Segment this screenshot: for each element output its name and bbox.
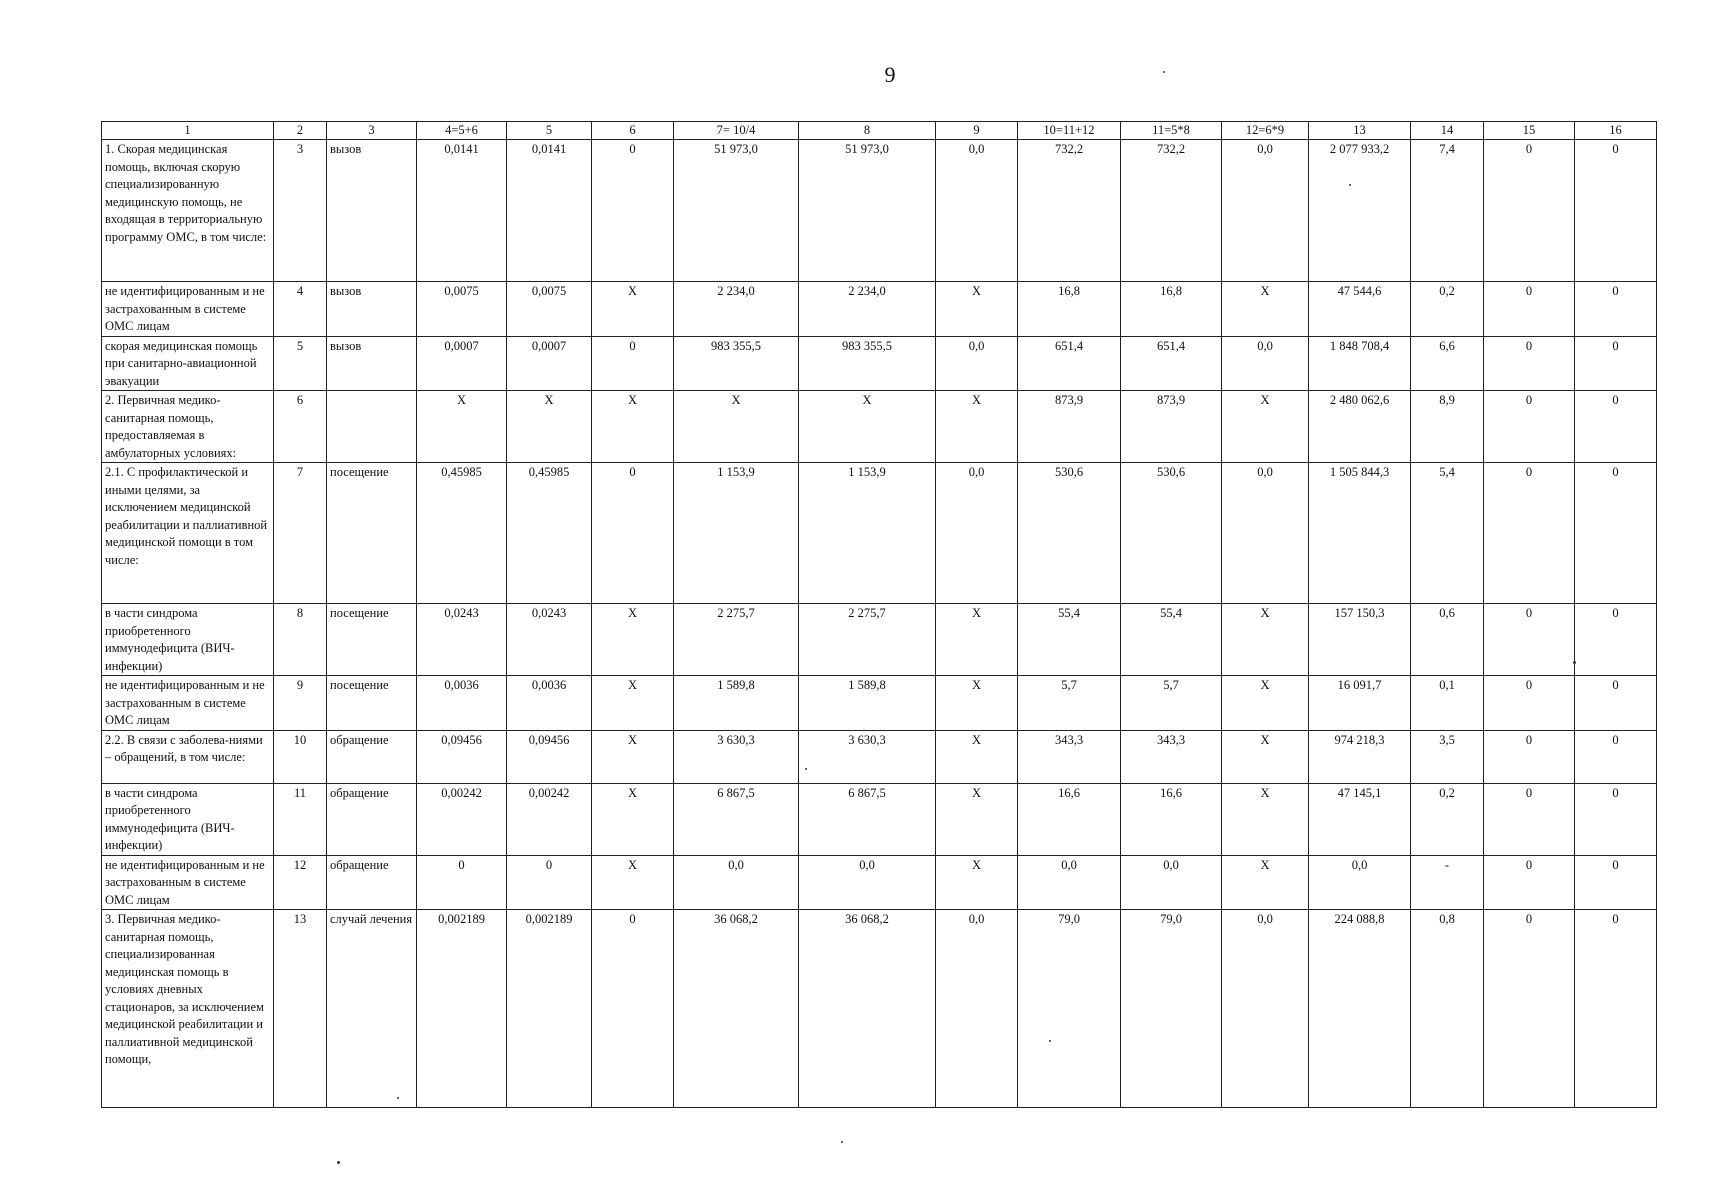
cell-value: 0 [1484, 391, 1575, 463]
cell-value: 343,3 [1121, 730, 1222, 783]
row-number: 3 [274, 140, 327, 282]
cell-value: 16,6 [1121, 783, 1222, 855]
cell-value: X [1222, 676, 1309, 731]
cell-value: 974 218,3 [1309, 730, 1411, 783]
cell-value: X [592, 730, 674, 783]
row-number: 5 [274, 336, 327, 391]
cell-value: 224 088,8 [1309, 910, 1411, 1108]
cell-value: X [1222, 783, 1309, 855]
unit-of-measure: вызов [327, 336, 417, 391]
unit-of-measure [327, 391, 417, 463]
row-name: скорая медицинская помощь при санитарно-авиационной эвакуации [102, 336, 274, 391]
cell-value: 0 [417, 855, 507, 910]
cell-value: X [1222, 391, 1309, 463]
row-name: не идентифицированным и не застрахованным в системе ОМС лицам [102, 855, 274, 910]
scan-speck [841, 1141, 843, 1143]
cell-value: 0,0075 [417, 282, 507, 337]
cell-value: 0,0 [936, 910, 1018, 1108]
cell-value: 0 [1575, 336, 1657, 391]
cell-value: 0,1 [1411, 676, 1484, 731]
page-number: 9 [884, 62, 896, 87]
cell-value: 0 [1575, 676, 1657, 731]
cell-value: 530,6 [1121, 463, 1222, 604]
cell-value: 0,0 [1222, 140, 1309, 282]
cell-value: 0 [592, 336, 674, 391]
cell-value: 0,0 [1222, 910, 1309, 1108]
row-number: 4 [274, 282, 327, 337]
cell-value: 7,4 [1411, 140, 1484, 282]
cell-value: X [936, 855, 1018, 910]
cell-value: 0,0 [1222, 463, 1309, 604]
row-name: 2.1. С профилактической и иными целями, за исключением медицинской реабилитации и паллиативной медицинской помощи в том числе: [102, 463, 274, 604]
scan-speck [805, 768, 807, 770]
cell-value: 0 [1484, 336, 1575, 391]
cell-value: X [936, 391, 1018, 463]
column-header-14: 14 [1411, 122, 1484, 140]
row-number: 9 [274, 676, 327, 731]
cell-value: 3 630,3 [799, 730, 936, 783]
cell-value: 1 505 844,3 [1309, 463, 1411, 604]
cell-value: X [592, 391, 674, 463]
cell-value: 0 [1484, 855, 1575, 910]
table-row [102, 783, 1657, 855]
scan-speck [1573, 661, 1576, 664]
unit-of-measure: обращение [327, 855, 417, 910]
table-row [102, 855, 1657, 910]
cell-value: X [799, 391, 936, 463]
unit-of-measure: обращение [327, 783, 417, 855]
cell-value: X [592, 282, 674, 337]
cell-value: 0 [1575, 855, 1657, 910]
scan-speck [397, 1097, 399, 1099]
cell-value: 651,4 [1018, 336, 1121, 391]
cell-value: 0,0 [1121, 855, 1222, 910]
cell-value: 1 589,8 [799, 676, 936, 731]
cell-value: 2 234,0 [674, 282, 799, 337]
cell-value: 16 091,7 [1309, 676, 1411, 731]
table-row [102, 282, 1657, 337]
cell-value: 0,00242 [507, 783, 592, 855]
cell-value: X [936, 604, 1018, 676]
cell-value: 873,9 [1121, 391, 1222, 463]
cell-value: 0,0007 [417, 336, 507, 391]
header-row [102, 122, 1657, 140]
cell-value: 51 973,0 [799, 140, 936, 282]
cell-value: X [1222, 604, 1309, 676]
table-row [102, 910, 1657, 1108]
cell-value: X [1222, 855, 1309, 910]
scan-speck [1049, 1040, 1051, 1042]
data-table [101, 121, 1657, 1108]
cell-value: X [674, 391, 799, 463]
cell-value: 0,0 [799, 855, 936, 910]
table-row [102, 140, 1657, 282]
row-number: 10 [274, 730, 327, 783]
cell-value: X [936, 676, 1018, 731]
cell-value: 0 [1484, 783, 1575, 855]
cell-value: 0,8 [1411, 910, 1484, 1108]
cell-value: 2 234,0 [799, 282, 936, 337]
cell-value: 0 [1484, 730, 1575, 783]
cell-value: 2 275,7 [799, 604, 936, 676]
table-row [102, 336, 1657, 391]
cell-value: 0,0 [1309, 855, 1411, 910]
cell-value: 3 630,3 [674, 730, 799, 783]
column-header-4: 4=5+6 [417, 122, 507, 140]
cell-value: 0 [1484, 910, 1575, 1108]
cell-value: 873,9 [1018, 391, 1121, 463]
unit-of-measure: обращение [327, 730, 417, 783]
cell-value: 0,00242 [417, 783, 507, 855]
scan-speck [1163, 71, 1165, 73]
cell-value: 0,09456 [417, 730, 507, 783]
cell-value: 983 355,5 [799, 336, 936, 391]
cell-value: 47 145,1 [1309, 783, 1411, 855]
cell-value: 0,6 [1411, 604, 1484, 676]
cell-value: 55,4 [1018, 604, 1121, 676]
cell-value: 0,0 [936, 336, 1018, 391]
scan-speck [1349, 184, 1351, 186]
cell-value: 5,4 [1411, 463, 1484, 604]
cell-value: X [507, 391, 592, 463]
cell-value: 0,0 [1018, 855, 1121, 910]
cell-value: 1 848 708,4 [1309, 336, 1411, 391]
column-header-5: 5 [507, 122, 592, 140]
cell-value: 5,7 [1018, 676, 1121, 731]
cell-value: X [592, 604, 674, 676]
cell-value: 983 355,5 [674, 336, 799, 391]
cell-value: 530,6 [1018, 463, 1121, 604]
unit-of-measure: посещение [327, 604, 417, 676]
table-row [102, 604, 1657, 676]
cell-value: 0 [1575, 391, 1657, 463]
cell-value: X [1222, 282, 1309, 337]
row-number: 7 [274, 463, 327, 604]
table-row [102, 391, 1657, 463]
column-header-8: 8 [799, 122, 936, 140]
cell-value: X [1222, 730, 1309, 783]
table-row [102, 676, 1657, 731]
cell-value: 3,5 [1411, 730, 1484, 783]
cell-value: 2 077 933,2 [1309, 140, 1411, 282]
cell-value: 0 [592, 140, 674, 282]
row-number: 13 [274, 910, 327, 1108]
row-name: 2.2. В связи с заболева-ниями – обращений, в том числе: [102, 730, 274, 783]
row-name: не идентифицированным и не застрахованным в системе ОМС лицам [102, 282, 274, 337]
cell-value: 47 544,6 [1309, 282, 1411, 337]
unit-of-measure: посещение [327, 463, 417, 604]
cell-value: 0 [1575, 910, 1657, 1108]
cell-value: 0 [1484, 604, 1575, 676]
column-header-16: 16 [1575, 122, 1657, 140]
column-header-12: 12=6*9 [1222, 122, 1309, 140]
cell-value: 6,6 [1411, 336, 1484, 391]
cell-value: 1 153,9 [674, 463, 799, 604]
cell-value: X [592, 676, 674, 731]
cell-value: X [417, 391, 507, 463]
cell-value: 732,2 [1018, 140, 1121, 282]
cell-value: 79,0 [1018, 910, 1121, 1108]
cell-value: 16,8 [1018, 282, 1121, 337]
column-header-1: 1 [102, 122, 274, 140]
cell-value: 2 275,7 [674, 604, 799, 676]
row-name: 3. Первичная медико-санитарная помощь, специализированная медицинская помощь в условиях дневных стационаров, за исключением медицинской реабилитации и паллиативной медицинской помощи, [102, 910, 274, 1108]
cell-value: 0,09456 [507, 730, 592, 783]
cell-value: 0 [592, 463, 674, 604]
cell-value: X [592, 783, 674, 855]
table-row [102, 463, 1657, 604]
cell-value: 6 867,5 [674, 783, 799, 855]
cell-value: 0 [1484, 282, 1575, 337]
cell-value: 0 [507, 855, 592, 910]
cell-value: 0 [1575, 463, 1657, 604]
cell-value: 0,0 [1222, 336, 1309, 391]
cell-value: 55,4 [1121, 604, 1222, 676]
cell-value: 6 867,5 [799, 783, 936, 855]
cell-value: 0 [592, 910, 674, 1108]
cell-value: 0 [1575, 783, 1657, 855]
cell-value: 732,2 [1121, 140, 1222, 282]
cell-value: 651,4 [1121, 336, 1222, 391]
unit-of-measure: вызов [327, 282, 417, 337]
row-name: в части синдрома приобретенного иммунодефицита (ВИЧ-инфекции) [102, 783, 274, 855]
cell-value: 51 973,0 [674, 140, 799, 282]
cell-value: 16,6 [1018, 783, 1121, 855]
cell-value: 0,0 [674, 855, 799, 910]
cell-value: 0,0243 [507, 604, 592, 676]
cell-value: 0,002189 [417, 910, 507, 1108]
cell-value: - [1411, 855, 1484, 910]
cell-value: 0,0036 [417, 676, 507, 731]
row-number: 6 [274, 391, 327, 463]
cell-value: 16,8 [1121, 282, 1222, 337]
row-number: 11 [274, 783, 327, 855]
row-number: 12 [274, 855, 327, 910]
scan-speck [337, 1161, 340, 1164]
column-header-3: 3 [327, 122, 417, 140]
cell-value: 8,9 [1411, 391, 1484, 463]
cell-value: X [936, 282, 1018, 337]
cell-value: 0 [1484, 463, 1575, 604]
cell-value: 343,3 [1018, 730, 1121, 783]
row-name: в части синдрома приобретенного иммунодефицита (ВИЧ-инфекции) [102, 604, 274, 676]
cell-value: 0,0 [936, 463, 1018, 604]
cell-value: 5,7 [1121, 676, 1222, 731]
cell-value: 0,0075 [507, 282, 592, 337]
column-header-2: 2 [274, 122, 327, 140]
cell-value: 0,45985 [507, 463, 592, 604]
column-header-9: 9 [936, 122, 1018, 140]
unit-of-measure: случай лечения [327, 910, 417, 1108]
cell-value: 0,0141 [417, 140, 507, 282]
cell-value: 0,0141 [507, 140, 592, 282]
cell-value: 1 589,8 [674, 676, 799, 731]
cell-value: X [936, 783, 1018, 855]
cell-value: 0,0036 [507, 676, 592, 731]
cell-value: 0,2 [1411, 282, 1484, 337]
cell-value: 157 150,3 [1309, 604, 1411, 676]
cell-value: 0,0 [936, 140, 1018, 282]
column-header-10: 10=11+12 [1018, 122, 1121, 140]
row-name: не идентифицированным и не застрахованным в системе ОМС лицам [102, 676, 274, 731]
unit-of-measure: посещение [327, 676, 417, 731]
column-header-15: 15 [1484, 122, 1575, 140]
cell-value: X [936, 730, 1018, 783]
cell-value: 36 068,2 [674, 910, 799, 1108]
cell-value: 0 [1484, 140, 1575, 282]
cell-value: 36 068,2 [799, 910, 936, 1108]
column-header-7: 7= 10/4 [674, 122, 799, 140]
row-name: 1. Скорая медицинская помощь, включая скорую специализированную медицинскую помощь, не входящая в территориальную программу ОМС, в том числе: [102, 140, 274, 282]
cell-value: 0 [1575, 282, 1657, 337]
cell-value: X [592, 855, 674, 910]
cell-value: 0 [1575, 604, 1657, 676]
cell-value: 0,0243 [417, 604, 507, 676]
row-number: 8 [274, 604, 327, 676]
column-header-11: 11=5*8 [1121, 122, 1222, 140]
cell-value: 0 [1484, 676, 1575, 731]
column-header-13: 13 [1309, 122, 1411, 140]
cell-value: 2 480 062,6 [1309, 391, 1411, 463]
cell-value: 0,0007 [507, 336, 592, 391]
cell-value: 0,2 [1411, 783, 1484, 855]
cell-value: 0 [1575, 730, 1657, 783]
cell-value: 0,002189 [507, 910, 592, 1108]
cell-value: 79,0 [1121, 910, 1222, 1108]
cell-value: 1 153,9 [799, 463, 936, 604]
cell-value: 0,45985 [417, 463, 507, 604]
table-row [102, 730, 1657, 783]
row-name: 2. Первичная медико-санитарная помощь, предоставляемая в амбулаторных условиях: [102, 391, 274, 463]
cell-value: 0 [1575, 140, 1657, 282]
column-header-6: 6 [592, 122, 674, 140]
unit-of-measure: вызов [327, 140, 417, 282]
